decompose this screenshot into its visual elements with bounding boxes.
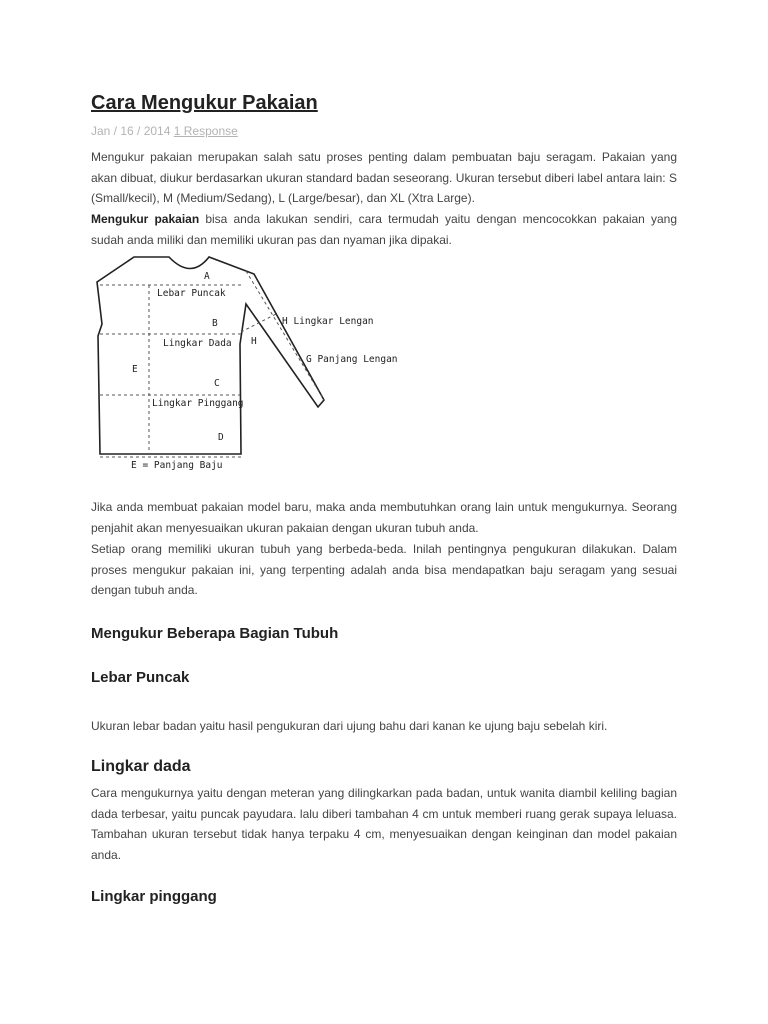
- paragraph-lebar-puncak: Ukuran lebar badan yaitu hasil pengukuran dari ujung bahu dari kanan ke ujung baju sebelah kiri.: [91, 719, 608, 733]
- garment-measurement-diagram: [94, 254, 414, 474]
- diagram-label-lebar-puncak: Lebar Puncak: [157, 288, 226, 299]
- diagram-label-lingkar-pinggang: Lingkar Pinggang: [152, 398, 244, 409]
- diagram-label-lingkar-dada: Lingkar Dada: [163, 338, 232, 349]
- measure-line-h: [241, 314, 276, 332]
- shirt-outline: [97, 257, 324, 454]
- diagram-label-a: A: [204, 271, 210, 282]
- page-title[interactable]: Cara Mengukur Pakaian: [91, 92, 318, 114]
- post-meta: [91, 124, 238, 138]
- paragraph-lingkar-dada: Cara mengukurnya yaitu dengan meteran yang dilingkarkan pada badan, untuk wanita diambil keliling bagian dada terbesar, yaitu puncak payudara. lalu diberi tambahan 4 cm untuk memberi ruang gerak supaya leluasa. Tambahan ukuran tersebut tidak hanya terpaku 4 cm, menyesuaikan dengan keinginan dan model pakaian anda.: [91, 786, 677, 862]
- responses-link[interactable]: 1 Response: [173, 124, 238, 138]
- section-heading-main: Mengukur Beberapa Bagian Tubuh: [91, 625, 339, 642]
- bold-term: Mengukur pakaian: [91, 212, 200, 226]
- diagram-label-e: E: [132, 364, 138, 375]
- diagram-label-d: D: [218, 432, 224, 443]
- section-heading-lebar-puncak: Lebar Puncak: [91, 669, 190, 686]
- post-date: Jan / 16 / 2014: [91, 124, 171, 138]
- diagram-label-panjang-baju: E = Panjang Baju: [131, 460, 223, 471]
- diagram-label-b: B: [212, 318, 218, 329]
- section-heading-lingkar-dada: Lingkar dada: [91, 758, 191, 775]
- section-heading-lingkar-pinggang: Lingkar pinggang: [91, 888, 217, 905]
- diagram-label-c: C: [214, 378, 220, 389]
- intro-paragraph: Mengukur pakaian merupakan salah satu proses penting dalam pembuatan baju seragam. Pakaian yang akan dibuat, diukur berdasarkan ukuran standard badan seseorang. Ukuran tersebut diberi label antara lain: S (Small/kecil), M (Medium/Sedang), L (Large/besar), dan XL (Xtra Large).: [91, 150, 677, 205]
- measure-line-g: [246, 271, 324, 400]
- paragraph-ukuran-tubuh: Setiap orang memiliki ukuran tubuh yang berbeda-beda. Inilah pentingnya pengukuran dilakukan. Dalam proses mengukur pakaian ini, yang terpenting adalah anda bisa mendapatkan baju seragam yang sesuai dengan tubuh anda.: [91, 542, 677, 597]
- diagram-label-g-panjang-lengan: G Panjang Lengan: [306, 354, 398, 365]
- diagram-label-h: H: [251, 336, 257, 347]
- paragraph-text: bisa anda lakukan sendiri, cara termudah yaitu dengan mencocokkan pakaian yang sudah anda miliki dan memiliki ukuran pas dan nyaman jika dipakai.: [91, 212, 678, 247]
- diagram-label-h-lingkar-lengan: H Lingkar Lengan: [282, 316, 374, 327]
- paragraph-model-baru: Jika anda membuat pakaian model baru, maka anda membutuhkan orang lain untuk mengukurnya. Seorang penjahit akan menyesuaikan ukuran pakaian dengan ukuran tubuh anda.: [91, 500, 677, 535]
- paragraph-mengukur: [91, 209, 677, 250]
